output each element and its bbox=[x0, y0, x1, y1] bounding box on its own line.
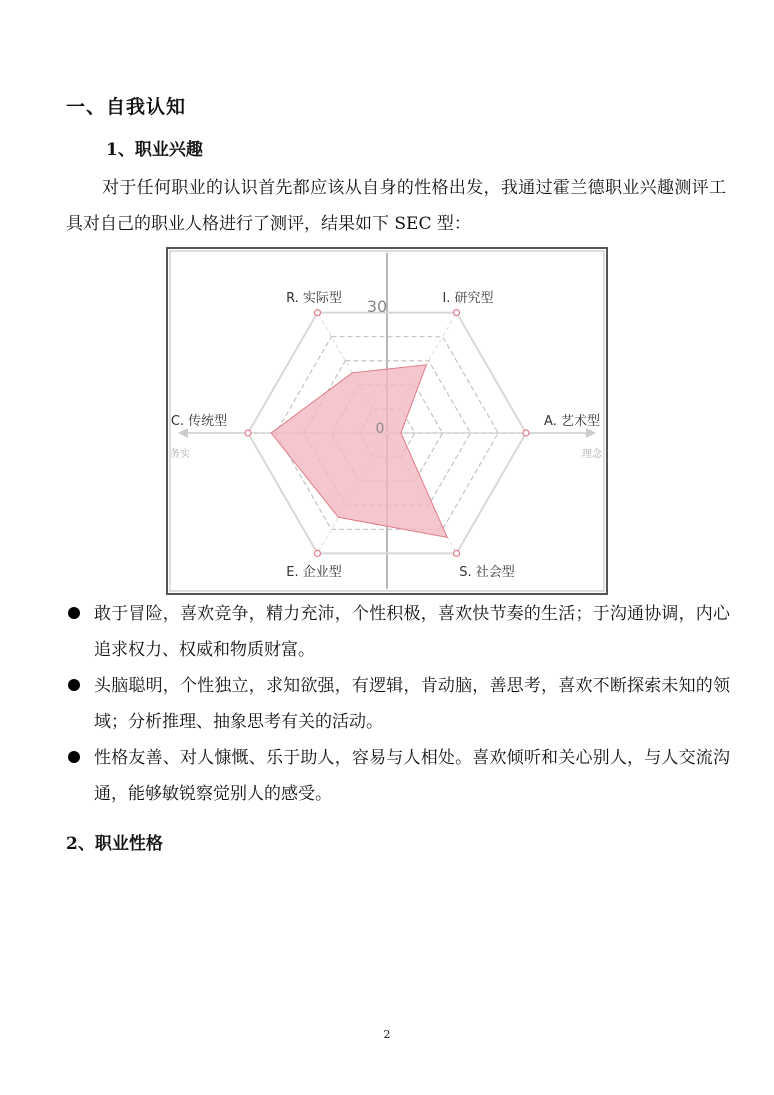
axis-label-c: C. 传统型 bbox=[170, 414, 228, 429]
axis-label-s: S. 社会型 bbox=[459, 565, 515, 580]
side-label-right: 理念 bbox=[582, 449, 602, 460]
holland-radar-chart bbox=[166, 247, 608, 595]
intro-paragraph: 对于任何职业的认识首先都应该从自身的性格出发，我通过霍兰德职业兴趣测评工具对自己的职业人格进行了测评，结果如下 SEC 型： bbox=[66, 178, 726, 234]
axis-label-r: R. 实际型 bbox=[286, 291, 342, 306]
side-label-left: 务实 bbox=[170, 449, 190, 460]
axis-end-marker bbox=[245, 430, 251, 436]
tick-label-max: 30 bbox=[366, 297, 388, 316]
trait-bullet-list bbox=[66, 596, 730, 812]
axis-end-marker bbox=[315, 550, 321, 556]
section-title: 一、自我认知 bbox=[66, 96, 187, 118]
subsection-title-personality: 2、职业性格 bbox=[66, 834, 163, 854]
axis-label-i: I. 研究型 bbox=[442, 291, 494, 306]
axis-label-e: E. 企业型 bbox=[286, 565, 342, 580]
page-number: 2 bbox=[383, 1028, 391, 1041]
axis-end-marker bbox=[454, 310, 460, 316]
trait-bullet-item: 性格友善、对人慷慨、乐于助人，容易与人相处。喜欢倾听和关心别人，与人交流沟通，能够敏锐察觉别人的感受。 bbox=[66, 740, 730, 812]
trait-bullet-item: 敢于冒险，喜欢竞争，精力充沛，个性积极，喜欢快节奏的生活；于沟通协调，内心追求权力、权威和物质财富。 bbox=[66, 596, 730, 668]
axis-label-a: A. 艺术型 bbox=[544, 414, 600, 429]
tick-label-min: 0 bbox=[375, 421, 385, 437]
subsection-title-interest: 1、职业兴趣 bbox=[106, 140, 203, 160]
axis-end-marker bbox=[454, 550, 460, 556]
axis-end-marker bbox=[315, 310, 321, 316]
trait-bullet-item: 头脑聪明，个性独立，求知欲强，有逻辑，肯动脑，善思考，喜欢不断探索未知的领域；分析推理、抽象思考有关的活动。 bbox=[66, 668, 730, 740]
axis-end-marker bbox=[523, 430, 529, 436]
